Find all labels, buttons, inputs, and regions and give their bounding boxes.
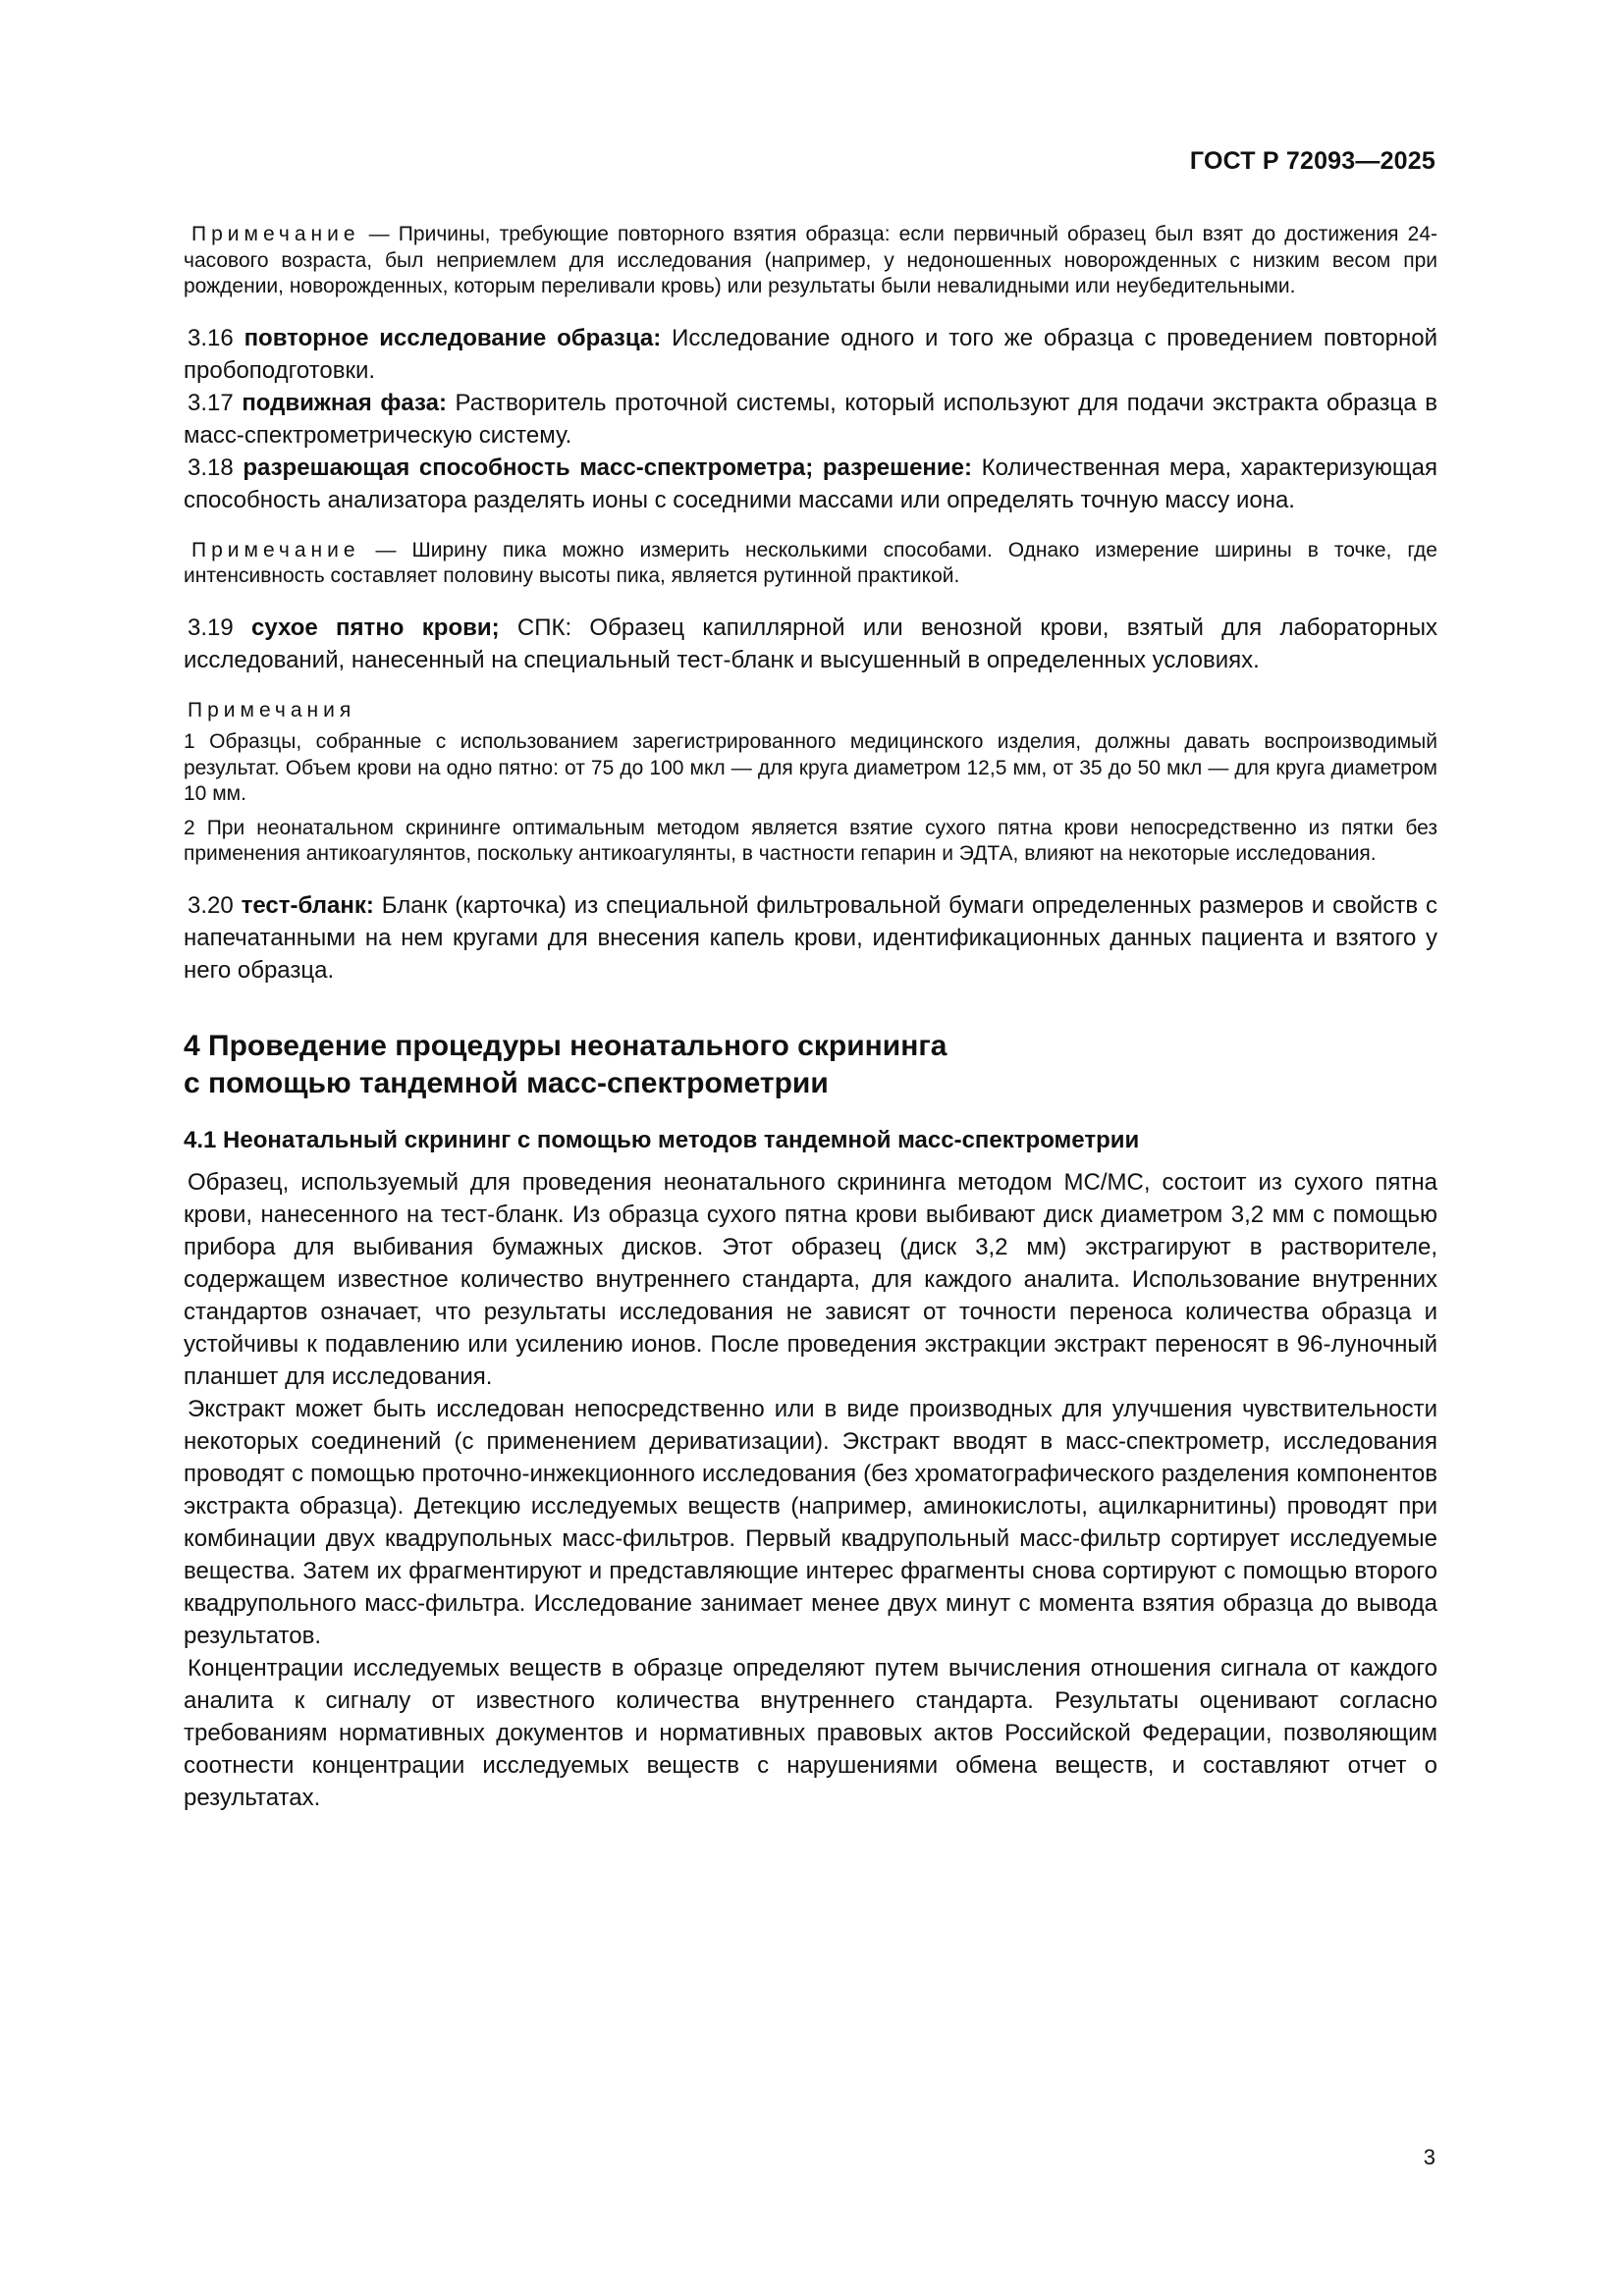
subsection-4-1-title: 4.1 Неонатальный скрининг с помощью методов тандемной масс-спектрометрии (184, 1126, 1140, 1153)
term-name: повторное исследование образца: (244, 324, 662, 351)
note-label: Примечание (191, 223, 360, 245)
term-3-16 (184, 322, 1437, 387)
term-number: 3.17 (188, 389, 243, 416)
note-text: — Причины, требующие повторного взятия образца: если первичный образец был взят до достижения 24-часового возраста, был неприемлем для исследования (например, у недоношенных новорожденных с низким весом при рождении, новорожденных, которым переливали кровь) или результаты были невалидными или неубедительными. (184, 223, 1437, 297)
document-code: ГОСТ Р 72093—2025 (1189, 147, 1435, 175)
note-3-15 (184, 222, 1437, 300)
term-3-17 (184, 387, 1437, 452)
term-name: тест-бланк: (241, 891, 374, 919)
notes-label: Примечания (188, 698, 356, 721)
section-title-line-2: с помощью тандемной масс-спектрометрии (184, 1066, 829, 1099)
term-definition: Исследование одного и того же образца с проведением повторной пробоподготовки. (184, 324, 1437, 384)
paragraph-2: Экстракт может быть исследован непосредственно или в виде производных для улучшения чувствительности некоторых соединений (с применением дериватизации). Экстракт вводят в масс-спектрометр, исследования проводят с помощью проточно-инжекционного исследования (без хроматографического разделения компонентов экстракта образца). Детекцию исследуемых веществ (например, аминокислоты, ацилкарнитины) проводят при комбинации двух квадрупольных масс-фильтров. Первый квадрупольный масс-фильтр сортирует исследуемые вещества. Затем их фрагментируют и представляющие интерес фрагменты снова сортируют с помощью второго квадрупольного масс-фильтра. Исследование занимает менее двух минут с момента взятия образца до вывода результатов. (184, 1395, 1437, 1649)
note-label: Примечание (191, 538, 360, 561)
page-number: 3 (1423, 2145, 1435, 2169)
term-3-20 (184, 889, 1437, 987)
term-definition: Количественная мера, характеризующая способность анализатора разделять ионы с соседними массами или определять точную массу иона. (184, 454, 1437, 513)
term-number: 3.19 (188, 614, 252, 641)
paragraph-3: Концентрации исследуемых веществ в образце определяют путем вычисления отношения сигнала от каждого аналита к сигналу от известного количества внутреннего стандарта. Результаты оценивают согласно требованиям нормативных документов и нормативных правовых актов Российской Федерации, позволяющим соотнести концентрации исследуемых веществ с нарушениями обмена веществ, и составляют отчет о результатах. (184, 1654, 1437, 1811)
note-item-1: 1 Образцы, собранные с использованием зарегистрированного медицинского изделия, должны давать воспроизводимый результат. Объем крови на одно пятно: от 75 до 100 мкл — для круга диаметром 12,5 мм, от 35 до 50 мкл — для круга диаметром 10 мм. (184, 730, 1437, 805)
term-3-18 (184, 452, 1437, 516)
term-definition: СПК: Образец капиллярной или венозной крови, взятый для лабораторных исследований, нанесенный на специальный тест-бланк и высушенный в определенных условиях. (184, 614, 1437, 673)
term-number: 3.16 (188, 324, 244, 351)
term-3-19 (184, 612, 1437, 676)
term-number: 3.20 (188, 891, 242, 919)
note-3-18 (184, 538, 1437, 590)
term-name: сухое пятно крови; (251, 614, 500, 641)
term-definition: Бланк (карточка) из специальной фильтровальной бумаги определенных размеров и свойств с напечатанными на нем кругами для внесения капель крови, идентификационных данных пациента и взятого у него образца. (184, 891, 1437, 984)
note-text: — Ширину пика можно измерить несколькими способами. Однако измерение ширины в точке, где интенсивность составляет половину высоты пика, является рутинной практикой. (184, 538, 1437, 587)
section-title-line-1: 4 Проведение процедуры неонатального скрининга (184, 1029, 947, 1062)
term-number: 3.18 (188, 454, 244, 481)
note-item-2: 2 При неонатальном скрининге оптимальным методом является взятие сухого пятна крови непосредственно из пятки без применения антикоагулянтов, поскольку антикоагулянты, в частности гепарин и ЭДТА, влияют на некоторые исследования. (184, 816, 1437, 865)
section-4-title (184, 1028, 1437, 1102)
term-name: подвижная фаза: (242, 389, 447, 416)
term-name: разрешающая способность масс-спектрометра; разрешение: (243, 454, 973, 481)
page-content (184, 222, 1437, 1814)
term-definition: Растворитель проточной системы, который используют для подачи экстракта образца в масс-спектрометрическую систему. (184, 389, 1437, 449)
paragraph-1: Образец, используемый для проведения неонатального скрининга методом МС/МС, состоит из сухого пятна крови, нанесенного на тест-бланк. Из образца сухого пятна крови выбивают диск диаметром 3,2 мм с помощью прибора для выбивания бумажных дисков. Этот образец (диск 3,2 мм) экстрагируют в растворителе, содержащем известное количество внутреннего стандарта, для каждого аналита. Использование внутренних стандартов означает, что результаты исследования не зависят от точности переноса количества образца и устойчивы к подавлению или усилению ионов. После проведения экстракции экстракт переносят в 96-луночный планшет для исследования. (184, 1168, 1437, 1390)
